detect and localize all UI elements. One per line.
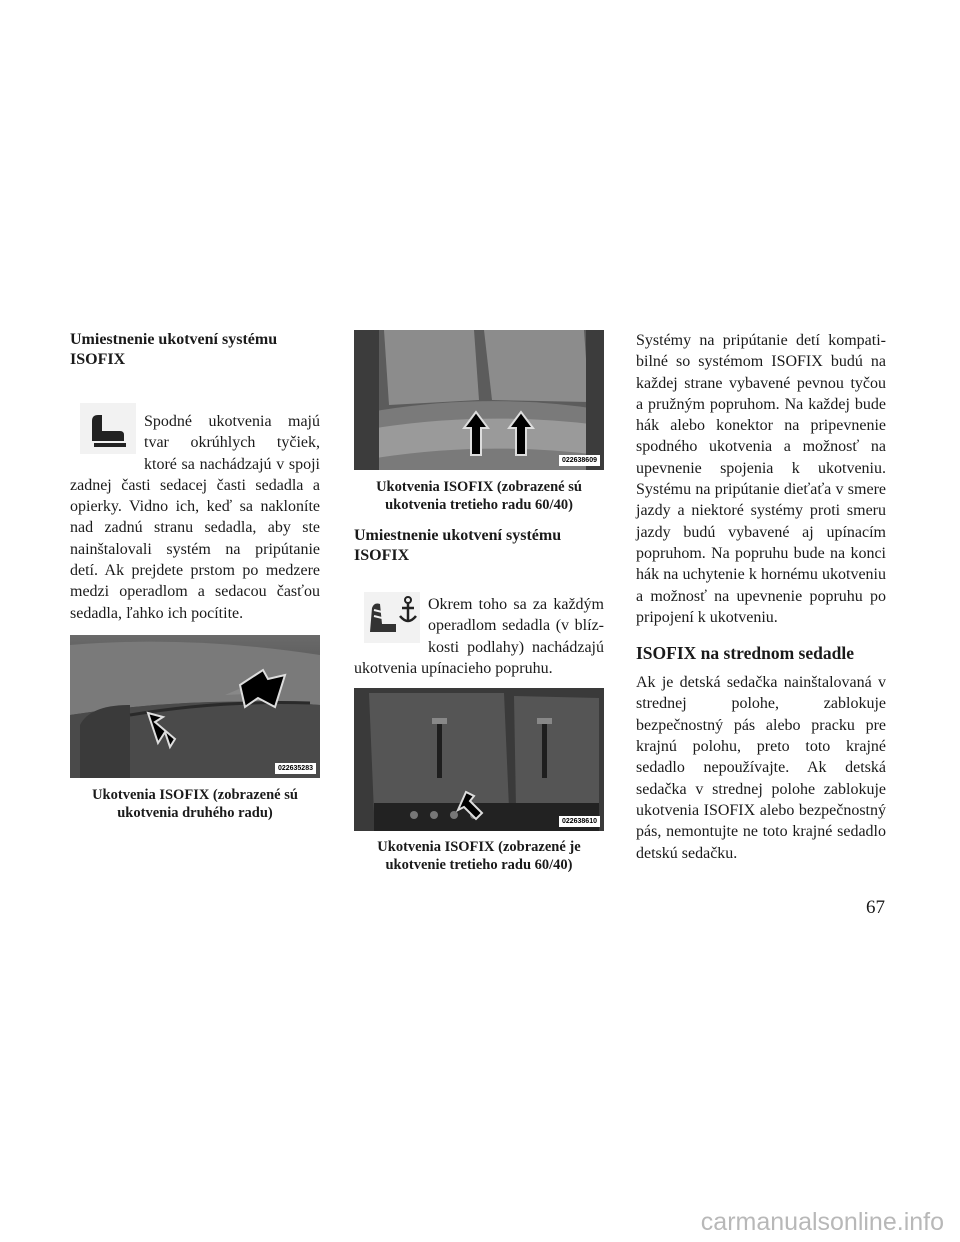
child-seat-tether-anchor-icon [362,590,422,645]
figure-caption [354,478,604,514]
heading-line: Umiestnenie ukotvení systému [354,527,562,544]
body-paragraph: Systémy na pripútanie detí kompatibilné so systémom ISOFIX budú na každej strane vybavené pevnou tyčou a pružným popruhom. Na každej bude hák alebo konektor na pripevnenie spodného ukotvenia a možnosť na upevnenie spojenia k ukotveniu. Systému na pripútanie dieťaťa v smere jazdy a niektoré systémy proti smeru jazdy budú vybavené aj upínacím popruhom. Na popruhu bude na konci hák na uchytenie k hornému ukotveniu a možnosť na upevnenie popruhu po pripojení k ukotveniu. [636,332,886,626]
third-row-tether-photo [354,688,604,831]
caption-line: Ukotvenia ISOFIX (zobrazené je [377,839,581,856]
figure-caption [354,838,604,874]
column-left [70,330,320,822]
caption-line: ukotvenia druhého radu) [117,804,273,821]
section-heading [70,330,320,370]
second-row-seat-photo [70,635,320,778]
column-middle [354,330,604,874]
caption-line: Ukotvenia ISOFIX (zobrazené sú [376,479,582,495]
figure-code: 022638610 [559,816,600,827]
column-right [636,330,886,864]
heading-line: ISOFIX [354,547,410,564]
section-heading [354,526,604,566]
caption-line: Ukotvenia ISOFIX (zobrazené sú [92,786,298,803]
third-row-seat-photo [354,330,604,470]
body-paragraph: Spodné ukotvenia majú tvar okrúhlych tyčiek, ktoré sa nachádzajú v spoji zadnej časti sedacej časti sedadla a opierky. Vidno ich, keď sa nakloníte nad zadnú stranu sedadla, aby ste nainštalovali systém na pripútanie detí. Ak prejdete prstom po medzere medzi operadlom a sedacou časťou sedadla, ľahko ich pocítite. [70,413,320,622]
caption-line: ukotvenie tretieho radu 60/40) [385,857,573,874]
body-paragraph: Ak je detská sedačka nainštalovaná v strednej polohe, zablokuje bezpečnostný pás alebo pracku pre krajnú polohu, preto toto krajné sedadlo nepoužívajte. Ak detská sedačka v strednej polohe zablokuje ukotvenia ISOFIX alebo bezpečnostný pás, nemontujte ne toto krajné sedadlo detskú sedačku. [636,674,886,862]
figure-caption [70,786,320,822]
child-seat-isofix-icon [78,401,138,456]
watermark: carmanualsonline.info [700,1208,944,1236]
page-number: 67 [866,897,885,918]
heading-line: Umiestnenie ukotvení systému [70,331,278,348]
heading-line: ISOFIX [70,351,126,368]
figure-code: 022635283 [275,763,316,774]
caption-line: ukotvenia tretieho radu 60/40) [385,497,573,513]
figure-code: 022638609 [559,455,600,466]
section-heading: ISOFIX na strednom sedadle [636,643,854,664]
body-paragraph: Okrem toho sa za každým operadlom sedadla (v blízkosti podlahy) nachádzajú ukotvenia upínacieho popruhu. [354,596,604,677]
